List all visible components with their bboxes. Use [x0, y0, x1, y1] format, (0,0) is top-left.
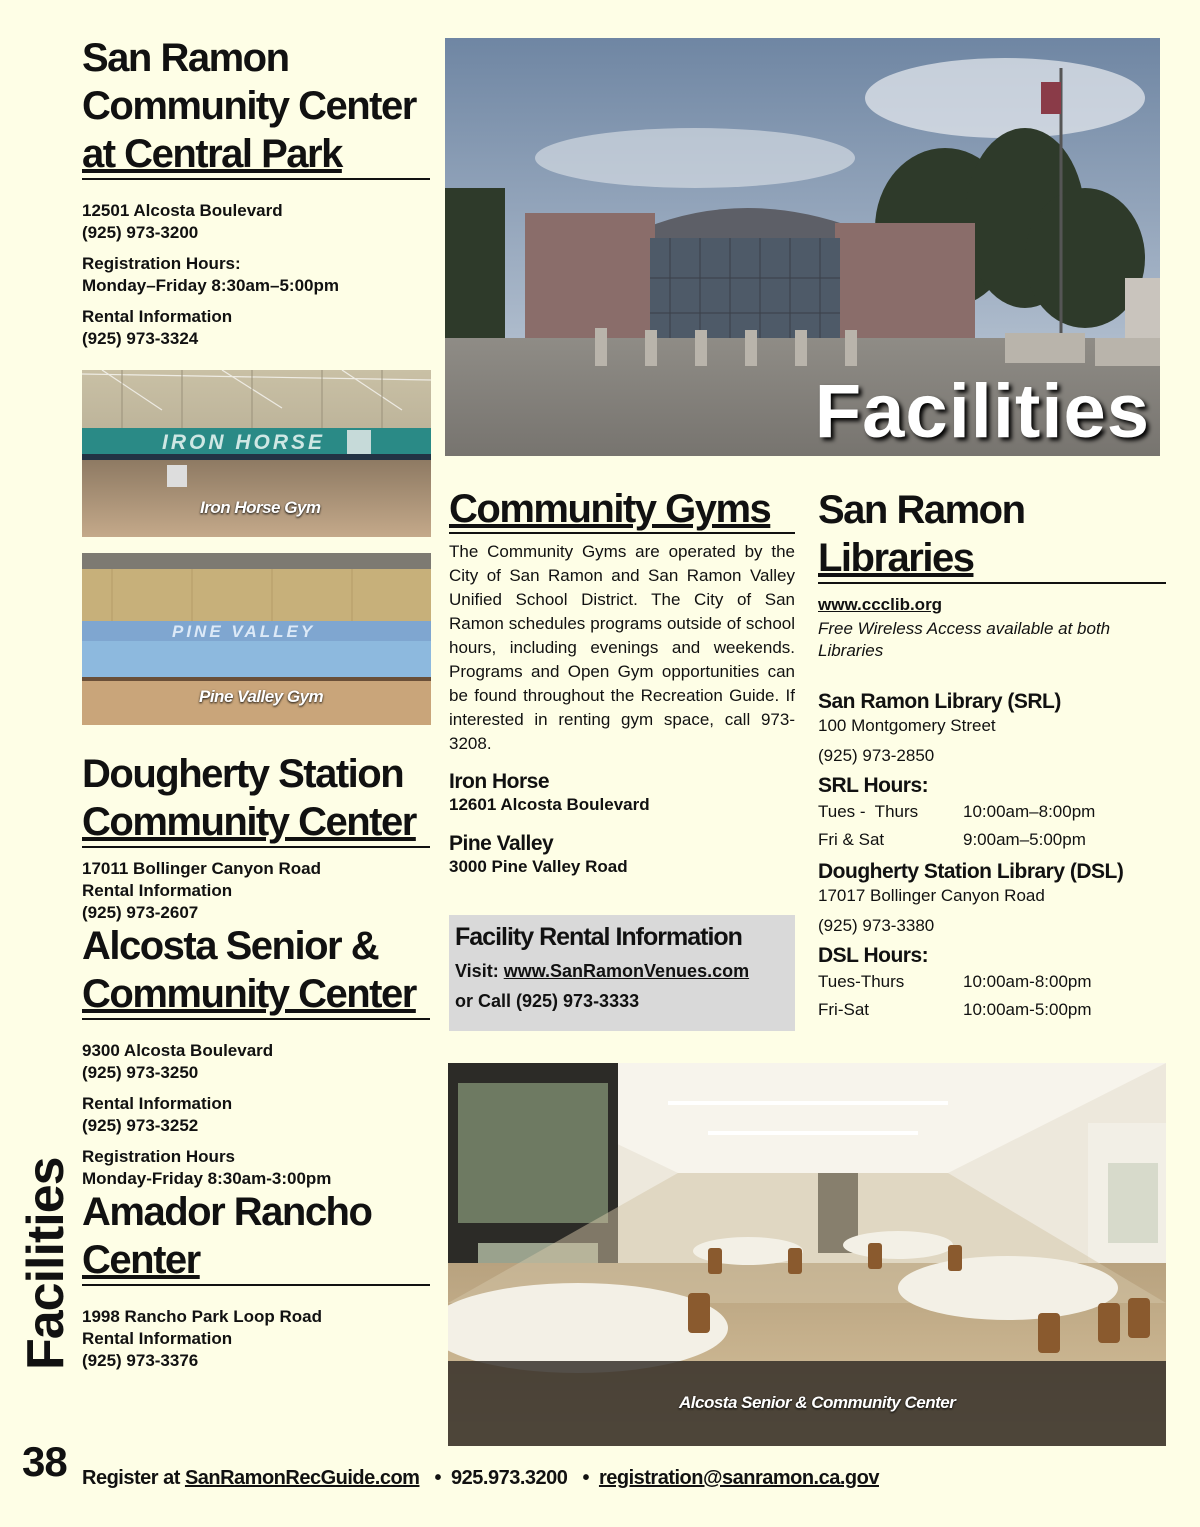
- address: 12501 Alcosta Boulevard: [82, 201, 283, 220]
- hours-time: 9:00am–5:00pm: [963, 830, 1086, 849]
- footer-separator: •: [582, 1467, 589, 1489]
- footer-separator: •: [434, 1467, 442, 1489]
- side-facilities-label: Facilities: [17, 1157, 75, 1370]
- hours-days: Fri-Sat: [818, 1000, 869, 1019]
- address: 9300 Alcosta Boulevard: [82, 1041, 274, 1060]
- registration-hours: Monday-Friday 8:30am-3:00pm: [82, 1169, 332, 1188]
- alcosta-section: [82, 922, 430, 1199]
- alcosta-title: [82, 922, 430, 1020]
- title-line: Center: [82, 1238, 200, 1282]
- facility-rental-title: Facility Rental Information: [455, 923, 742, 951]
- address: 1998 Rancho Park Loop Road: [82, 1307, 322, 1326]
- registration-label: Registration Hours:: [82, 254, 241, 273]
- community-gyms-body: The Community Gyms are operated by the City of San Ramon and San Ramon Valley Unified School District. The City of San Ramon schedules programs outside of school hours, including evenings and weekends. Programs and Open Gym opportunities can be found throughout the Recreation Guide. If interested in renting gym space, call 973-3208.: [449, 542, 795, 753]
- hours-days: Fri & Sat: [818, 830, 885, 849]
- srl-title: San Ramon Library (SRL): [818, 690, 1061, 713]
- srl-hours-title: SRL Hours:: [818, 774, 929, 797]
- dougherty-section: [82, 750, 430, 924]
- rental-label: Rental Information: [82, 307, 233, 326]
- wireless-note: Free Wireless Access available at both Libraries: [818, 619, 1111, 660]
- srl-hours-row: [818, 798, 1166, 826]
- title-line: Community Center: [82, 84, 416, 128]
- iron-horse-caption: Iron Horse Gym: [200, 498, 321, 517]
- title-line: Community Center: [82, 972, 416, 1016]
- rental-phone: (925) 973-3376: [82, 1351, 199, 1370]
- address: 17011 Bollinger Canyon Road: [82, 859, 322, 878]
- register-label: Register at: [82, 1467, 185, 1489]
- community-gyms-section: [449, 486, 795, 878]
- rental-label: Rental Information: [82, 881, 233, 900]
- community-gyms-title: Community Gyms: [449, 486, 795, 534]
- hours-time: 10:00am-5:00pm: [963, 1000, 1092, 1019]
- alcosta-center-photo: [448, 1063, 1166, 1446]
- footer-email-link[interactable]: registration@sanramon.ca.gov: [598, 1467, 879, 1489]
- visit-label: Visit:: [455, 961, 504, 981]
- libraries-title: [818, 486, 1166, 584]
- srl-phone: (925) 973-2850: [818, 746, 935, 765]
- iron-horse-title: Iron Horse: [449, 770, 550, 793]
- hours-time: 10:00am–8:00pm: [963, 802, 1096, 821]
- alcosta-caption: Alcosta Senior & Community Center: [679, 1393, 956, 1412]
- registration-label: Registration Hours: [82, 1147, 236, 1166]
- libraries-section: [818, 486, 1166, 1024]
- title-line: San Ramon: [818, 488, 1025, 532]
- rental-call: or Call (925) 973-3333: [455, 991, 640, 1011]
- dsl-phone: (925) 973-3380: [818, 916, 935, 935]
- pine-valley-title: Pine Valley: [449, 832, 554, 855]
- title-line: San Ramon: [82, 36, 289, 80]
- dsl-hours-row: [818, 968, 1166, 996]
- amador-title: [82, 1188, 430, 1286]
- hours-time: 10:00am-8:00pm: [963, 972, 1092, 991]
- pine-valley-caption: Pine Valley Gym: [199, 687, 324, 706]
- registration-hours: Monday–Friday 8:30am–5:00pm: [82, 276, 339, 295]
- dougherty-info: [82, 858, 430, 924]
- pine-valley-sign: PINE VALLEY: [172, 622, 316, 641]
- iron-horse-address: 12601 Alcosta Boulevard: [449, 795, 650, 814]
- community-center-hero-photo: [445, 38, 1160, 456]
- pine-valley-address: 3000 Pine Valley Road: [449, 857, 628, 876]
- hours-days: Tues-Thurs: [818, 972, 905, 991]
- phone: (925) 973-3250: [82, 1063, 199, 1082]
- library-website-link[interactable]: www.ccclib.org: [818, 595, 943, 614]
- rental-phone: (925) 973-3324: [82, 329, 199, 348]
- footer: [82, 1467, 879, 1490]
- dsl-title: Dougherty Station Library (DSL): [818, 860, 1124, 883]
- iron-horse-gym-photo: [82, 370, 431, 537]
- phone: (925) 973-3200: [82, 223, 199, 242]
- rental-phone: (925) 973-3252: [82, 1116, 199, 1135]
- iron-horse-sign: IRON HORSE: [162, 431, 326, 454]
- amador-info: [82, 1306, 430, 1372]
- footer-phone: 925.973.3200: [451, 1467, 568, 1489]
- rental-label: Rental Information: [82, 1329, 233, 1348]
- central-park-section: [82, 34, 430, 359]
- central-park-title: [82, 34, 430, 180]
- dsl-hours-row: [818, 996, 1166, 1024]
- page-number: 38: [22, 1438, 67, 1485]
- venues-link[interactable]: www.SanRamonVenues.com: [503, 961, 750, 981]
- title-line: Libraries: [818, 536, 974, 580]
- srl-address: 100 Montgomery Street: [818, 716, 996, 735]
- title-line: Dougherty Station: [82, 752, 404, 796]
- rental-label: Rental Information: [82, 1094, 233, 1113]
- title-line: at Central Park: [82, 132, 342, 176]
- dsl-hours-title: DSL Hours:: [818, 944, 929, 967]
- alcosta-info: [82, 1040, 430, 1190]
- facilities-banner-title: Facilities: [814, 369, 1150, 454]
- title-line: Alcosta Senior &: [82, 924, 379, 968]
- amador-section: [82, 1188, 430, 1372]
- hours-days: Tues - Thurs: [818, 802, 919, 821]
- pine-valley-gym-photo: [82, 553, 431, 725]
- rental-phone: (925) 973-2607: [82, 903, 199, 922]
- dsl-address: 17017 Bollinger Canyon Road: [818, 886, 1045, 905]
- title-line: Community Center: [82, 800, 416, 844]
- facility-rental-box: [449, 915, 795, 1031]
- register-link[interactable]: SanRamonRecGuide.com: [184, 1467, 420, 1489]
- title-line: Amador Rancho: [82, 1190, 372, 1234]
- dougherty-title: [82, 750, 430, 848]
- srl-hours-row: [818, 826, 1166, 854]
- central-park-info: [82, 200, 430, 350]
